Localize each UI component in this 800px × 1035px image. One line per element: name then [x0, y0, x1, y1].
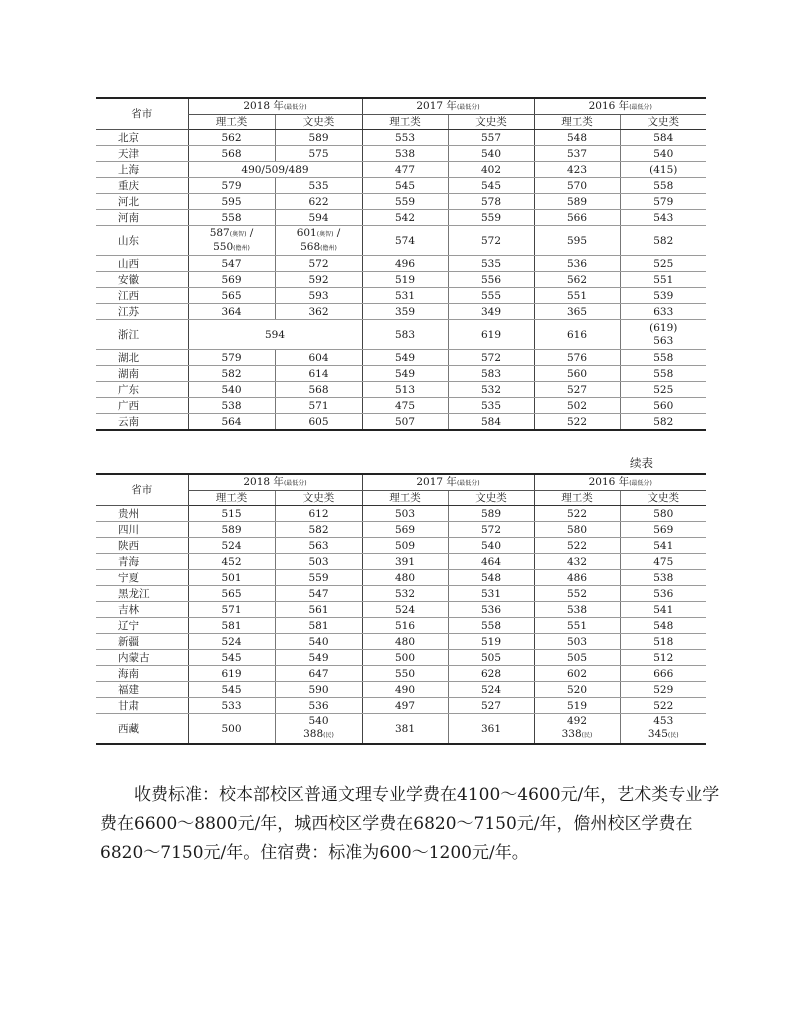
score-cell: 432 — [534, 554, 620, 570]
score-cell: 595 — [188, 194, 275, 210]
header-province: 省市 — [96, 474, 188, 506]
score-cell: 507 — [362, 414, 448, 431]
score-cell: 560 — [534, 366, 620, 382]
score-cell: (415) — [620, 162, 706, 178]
score-cell: 666 — [620, 666, 706, 682]
score-cell: 497 — [362, 698, 448, 714]
score-cell: 505 — [448, 650, 534, 666]
province-name: 河北 — [96, 194, 188, 210]
score-cell: 572 — [448, 350, 534, 366]
province-name: 广东 — [96, 382, 188, 398]
header-year-2016: 2016 年(最低分) — [534, 98, 706, 115]
score-cell: 571 — [188, 602, 275, 618]
score-cell: 477 — [362, 162, 448, 178]
score-cell: 513 — [362, 382, 448, 398]
province-name: 贵州 — [96, 506, 188, 522]
score-cell: 568 — [188, 146, 275, 162]
table-row — [96, 130, 706, 146]
score-cell: 545 — [362, 178, 448, 194]
header-category: 文史类 — [620, 115, 706, 130]
score-cell: 558 — [620, 366, 706, 382]
score-cell: 361 — [448, 714, 534, 745]
score-cell: 558 — [188, 210, 275, 226]
score-cell: 542 — [362, 210, 448, 226]
table-row — [96, 178, 706, 194]
score-cell: 552 — [534, 586, 620, 602]
score-cell: 536 — [620, 586, 706, 602]
score-cell: 584 — [620, 130, 706, 146]
table-row — [96, 210, 706, 226]
table-row — [96, 666, 706, 682]
table-row — [96, 414, 706, 431]
table-row — [96, 634, 706, 650]
score-cell: 500 — [362, 650, 448, 666]
score-cell: 540 — [620, 146, 706, 162]
province-name: 福建 — [96, 682, 188, 698]
header-category: 理工类 — [534, 491, 620, 506]
table-row — [96, 714, 706, 745]
province-name: 天津 — [96, 146, 188, 162]
score-cell: 582 — [620, 414, 706, 431]
score-cell: 580 — [534, 522, 620, 538]
province-name: 山东 — [96, 226, 188, 256]
score-cell: 589 — [448, 506, 534, 522]
score-cell: 562 — [534, 272, 620, 288]
score-cell: 522 — [620, 698, 706, 714]
score-cell: 594 — [275, 210, 362, 226]
header-category: 理工类 — [188, 115, 275, 130]
score-cell: 475 — [620, 554, 706, 570]
score-cell: 566 — [534, 210, 620, 226]
score-cell: 452 — [188, 554, 275, 570]
header-category: 理工类 — [534, 115, 620, 130]
score-cell: 475 — [362, 398, 448, 414]
score-cell: (619) 563 — [620, 320, 706, 350]
table-row — [96, 682, 706, 698]
score-cell: 558 — [448, 618, 534, 634]
score-cell: 539 — [620, 288, 706, 304]
score-cell: 480 — [362, 634, 448, 650]
score-cell: 453 345(民) — [620, 714, 706, 745]
header-year-2017: 2017 年(最低分) — [362, 98, 534, 115]
score-cell: 589 — [534, 194, 620, 210]
score-cell: 538 — [188, 398, 275, 414]
score-cell: 580 — [620, 506, 706, 522]
score-cell: 531 — [448, 586, 534, 602]
score-cell: 522 — [534, 414, 620, 431]
score-cell: 568 — [275, 382, 362, 398]
province-name: 河南 — [96, 210, 188, 226]
province-name: 西藏 — [96, 714, 188, 745]
table-row — [96, 162, 706, 178]
score-cell: 549 — [275, 650, 362, 666]
score-cell: 570 — [534, 178, 620, 194]
province-name: 广西 — [96, 398, 188, 414]
table-row — [96, 618, 706, 634]
header-category: 文史类 — [275, 115, 362, 130]
score-cell: 527 — [534, 382, 620, 398]
table-row — [96, 538, 706, 554]
province-name: 甘肃 — [96, 698, 188, 714]
score-cell: 571 — [275, 398, 362, 414]
score-cell: 525 — [620, 382, 706, 398]
score-cell: 583 — [448, 366, 534, 382]
province-name: 四川 — [96, 522, 188, 538]
header-year-2018: 2018 年(最低分) — [188, 474, 362, 491]
score-cell: 545 — [448, 178, 534, 194]
score-cell: 582 — [188, 366, 275, 382]
score-cell: 612 — [275, 506, 362, 522]
score-cell: 536 — [448, 602, 534, 618]
header-year-2018: 2018 年(最低分) — [188, 98, 362, 115]
fee-paragraph: 收费标准：校本部校区普通文理专业学费在4100～4600元/年，艺术类专业学费在6600～8800元/年，城西校区学费在6820～7150元/年，儋州校区学费在6820～7150元/年。住宿费：标准为600～1200元/年。 — [100, 785, 720, 863]
score-cell: 549 — [362, 366, 448, 382]
score-cell: 524 — [188, 634, 275, 650]
score-cell: 602 — [534, 666, 620, 682]
table-row — [96, 350, 706, 366]
score-cell: 622 — [275, 194, 362, 210]
header-year-2017: 2017 年(最低分) — [362, 474, 534, 491]
score-cell: 515 — [188, 506, 275, 522]
score-cell: 540 — [188, 382, 275, 398]
score-cell: 533 — [188, 698, 275, 714]
score-cell: 563 — [275, 538, 362, 554]
score-cell: 538 — [620, 570, 706, 586]
score-cell: 480 — [362, 570, 448, 586]
score-cell: 559 — [362, 194, 448, 210]
score-cell: 569 — [188, 272, 275, 288]
score-cell: 522 — [534, 538, 620, 554]
table-row — [96, 554, 706, 570]
province-name: 重庆 — [96, 178, 188, 194]
score-cell: 572 — [275, 256, 362, 272]
table-row — [96, 522, 706, 538]
table-row — [96, 272, 706, 288]
score-cell: 555 — [448, 288, 534, 304]
score-cell: 605 — [275, 414, 362, 431]
score-cell: 569 — [620, 522, 706, 538]
score-cell: 464 — [448, 554, 534, 570]
table-row — [96, 398, 706, 414]
score-cell: 589 — [188, 522, 275, 538]
score-cell: 503 — [362, 506, 448, 522]
score-cell: 581 — [188, 618, 275, 634]
score-cell: 362 — [275, 304, 362, 320]
score-cell: 614 — [275, 366, 362, 382]
score-cell: 551 — [620, 272, 706, 288]
header-category: 理工类 — [188, 491, 275, 506]
header-category: 理工类 — [362, 115, 448, 130]
score-cell: 500 — [188, 714, 275, 745]
score-cell: 490 — [362, 682, 448, 698]
score-cell: 572 — [448, 522, 534, 538]
score-cell: 562 — [188, 130, 275, 146]
score-cell: 535 — [448, 256, 534, 272]
score-cell: 538 — [534, 602, 620, 618]
score-cell: 527 — [448, 698, 534, 714]
score-cell: 551 — [534, 618, 620, 634]
table-row — [96, 194, 706, 210]
score-cell: 633 — [620, 304, 706, 320]
header-year-2016: 2016 年(最低分) — [534, 474, 706, 491]
score-cell: 524 — [448, 682, 534, 698]
table-row — [96, 320, 706, 350]
score-cell: 619 — [188, 666, 275, 682]
score-cell: 548 — [448, 570, 534, 586]
table-row — [96, 366, 706, 382]
score-cell: 496 — [362, 256, 448, 272]
score-cell: 524 — [188, 538, 275, 554]
table-row — [96, 226, 706, 256]
score-cell: 593 — [275, 288, 362, 304]
score-cell: 582 — [275, 522, 362, 538]
score-cell: 595 — [534, 226, 620, 256]
score-cell: 551 — [534, 288, 620, 304]
score-cell: 583 — [362, 320, 448, 350]
score-cell: 540 — [448, 146, 534, 162]
province-name: 湖北 — [96, 350, 188, 366]
header-category: 理工类 — [362, 491, 448, 506]
header-province: 省市 — [96, 98, 188, 130]
score-cell: 519 — [448, 634, 534, 650]
table-row — [96, 602, 706, 618]
score-cell: 579 — [188, 350, 275, 366]
table-row — [96, 382, 706, 398]
score-cell: 647 — [275, 666, 362, 682]
score-cell: 590 — [275, 682, 362, 698]
table-row — [96, 506, 706, 522]
score-cell: 503 — [275, 554, 362, 570]
score-cell: 561 — [275, 602, 362, 618]
score-cell: 548 — [620, 618, 706, 634]
table-row — [96, 586, 706, 602]
score-cell: 537 — [534, 146, 620, 162]
continued-label: 续表 — [630, 456, 653, 470]
score-cell: 560 — [620, 398, 706, 414]
score-cell: 518 — [620, 634, 706, 650]
score-cell: 532 — [362, 586, 448, 602]
score-cell: 364 — [188, 304, 275, 320]
table-row — [96, 570, 706, 586]
score-cell: 569 — [362, 522, 448, 538]
score-cell: 579 — [620, 194, 706, 210]
table-row — [96, 256, 706, 272]
score-cell: 556 — [448, 272, 534, 288]
score-cell: 559 — [275, 570, 362, 586]
score-cell: 359 — [362, 304, 448, 320]
header-category: 文史类 — [620, 491, 706, 506]
province-name: 海南 — [96, 666, 188, 682]
score-cell: 529 — [620, 682, 706, 698]
score-cell: 535 — [275, 178, 362, 194]
score-cell: 525 — [620, 256, 706, 272]
score-cell: 519 — [534, 698, 620, 714]
score-cell: 547 — [188, 256, 275, 272]
merged-score-cell: 490/509/489 — [188, 162, 362, 178]
score-cell: 584 — [448, 414, 534, 431]
score-cell: 557 — [448, 130, 534, 146]
score-cell: 492 338(民) — [534, 714, 620, 745]
score-cell: 558 — [620, 350, 706, 366]
score-cell: 365 — [534, 304, 620, 320]
score-cell: 541 — [620, 602, 706, 618]
province-name: 云南 — [96, 414, 188, 431]
score-cell: 545 — [188, 682, 275, 698]
score-cell: 509 — [362, 538, 448, 554]
score-cell: 391 — [362, 554, 448, 570]
score-cell: 536 — [534, 256, 620, 272]
score-cell: 536 — [275, 698, 362, 714]
score-cell: 564 — [188, 414, 275, 431]
score-cell: 545 — [188, 650, 275, 666]
score-cell: 553 — [362, 130, 448, 146]
score-cell: 349 — [448, 304, 534, 320]
score-cell: 543 — [620, 210, 706, 226]
score-cell: 578 — [448, 194, 534, 210]
province-name: 宁夏 — [96, 570, 188, 586]
score-cell: 538 — [362, 146, 448, 162]
province-name: 黑龙江 — [96, 586, 188, 602]
score-cell: 581 — [275, 618, 362, 634]
score-cell: 532 — [448, 382, 534, 398]
score-cell: 531 — [362, 288, 448, 304]
province-name: 内蒙古 — [96, 650, 188, 666]
score-cell: 548 — [534, 130, 620, 146]
province-name: 浙江 — [96, 320, 188, 350]
score-cell: 535 — [448, 398, 534, 414]
score-cell: 576 — [534, 350, 620, 366]
score-cell: 565 — [188, 586, 275, 602]
province-name: 上海 — [96, 162, 188, 178]
score-cell: 592 — [275, 272, 362, 288]
score-cell: 522 — [534, 506, 620, 522]
score-cell: 524 — [362, 602, 448, 618]
province-name: 吉林 — [96, 602, 188, 618]
score-cell: 572 — [448, 226, 534, 256]
score-cell: 565 — [188, 288, 275, 304]
score-cell: 512 — [620, 650, 706, 666]
score-cell: 402 — [448, 162, 534, 178]
table-row — [96, 698, 706, 714]
score-cell: 540 — [448, 538, 534, 554]
score-cell: 486 — [534, 570, 620, 586]
province-name: 陕西 — [96, 538, 188, 554]
score-cell: 575 — [275, 146, 362, 162]
province-name: 江苏 — [96, 304, 188, 320]
province-name: 青海 — [96, 554, 188, 570]
admission-score-table-continued — [96, 473, 706, 745]
province-name: 辽宁 — [96, 618, 188, 634]
province-name: 北京 — [96, 130, 188, 146]
score-cell: 579 — [188, 178, 275, 194]
header-category: 文史类 — [448, 115, 534, 130]
score-cell: 547 — [275, 586, 362, 602]
score-cell: 604 — [275, 350, 362, 366]
score-cell: 619 — [448, 320, 534, 350]
score-cell: 381 — [362, 714, 448, 745]
score-cell: 574 — [362, 226, 448, 256]
score-cell: 502 — [534, 398, 620, 414]
score-cell: 549 — [362, 350, 448, 366]
admission-score-table — [96, 97, 706, 431]
score-cell: 582 — [620, 226, 706, 256]
header-category: 文史类 — [275, 491, 362, 506]
score-cell: 616 — [534, 320, 620, 350]
merged-score-cell: 594 — [188, 320, 362, 350]
score-cell: 550 — [362, 666, 448, 682]
table-row — [96, 304, 706, 320]
score-cell: 519 — [362, 272, 448, 288]
score-cell: 589 — [275, 130, 362, 146]
score-cell: 501 — [188, 570, 275, 586]
province-name: 湖南 — [96, 366, 188, 382]
table-row — [96, 146, 706, 162]
score-cell: 558 — [620, 178, 706, 194]
header-category: 文史类 — [448, 491, 534, 506]
score-cell: 516 — [362, 618, 448, 634]
score-cell: 505 — [534, 650, 620, 666]
score-cell: 587(奥智) / 550(儋州) — [188, 226, 275, 256]
province-name: 新疆 — [96, 634, 188, 650]
score-cell: 540 388(民) — [275, 714, 362, 745]
score-cell: 540 — [275, 634, 362, 650]
score-cell: 503 — [534, 634, 620, 650]
table-row — [96, 288, 706, 304]
province-name: 安徽 — [96, 272, 188, 288]
province-name: 江西 — [96, 288, 188, 304]
score-cell: 559 — [448, 210, 534, 226]
score-cell: 628 — [448, 666, 534, 682]
score-cell: 601(奥智) / 568(儋州) — [275, 226, 362, 256]
score-cell: 541 — [620, 538, 706, 554]
province-name: 山西 — [96, 256, 188, 272]
table-row — [96, 650, 706, 666]
score-cell: 520 — [534, 682, 620, 698]
score-cell: 423 — [534, 162, 620, 178]
